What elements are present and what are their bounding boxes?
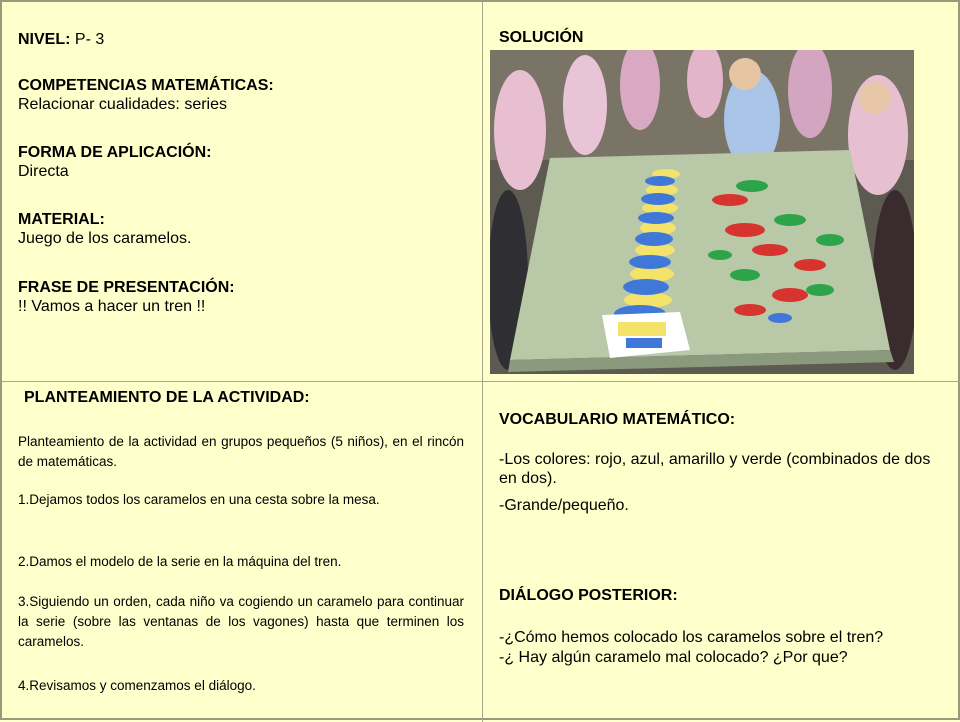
planteamiento-label: PLANTEAMIENTO DE LA ACTIVIDAD: — [24, 389, 310, 406]
activity-step-4: 4.Revisamos y comenzamos el diálogo. — [18, 678, 256, 693]
competencias-value: Relacionar cualidades: series — [18, 96, 227, 113]
frase-label: FRASE DE PRESENTACIÓN: — [18, 279, 235, 296]
nivel-value: P- 3 — [70, 31, 105, 48]
dialogo-label: DIÁLOGO POSTERIOR: — [499, 587, 678, 604]
forma-label: FORMA DE APLICACIÓN: — [18, 144, 212, 161]
material-section — [18, 210, 191, 248]
solucion-heading — [499, 28, 583, 47]
nivel-label: NIVEL: — [18, 31, 71, 48]
classroom-photo — [490, 50, 914, 374]
classroom-photo-illustration — [490, 50, 914, 374]
activity-step-2: 2.Damos el modelo de la serie en la máquina del tren. — [18, 554, 342, 569]
vocab-line-1: -Los colores: rojo, azul, amarillo y verde (combinados de dos en dos). — [499, 451, 931, 487]
solucion-label: SOLUCIÓN — [499, 29, 584, 46]
competencias-section — [18, 76, 274, 114]
forma-value: Directa — [18, 163, 69, 180]
planteamiento-heading — [24, 388, 310, 407]
nivel-row — [18, 30, 104, 49]
vocab-heading — [499, 410, 735, 429]
activity-cell — [2, 382, 483, 722]
frase-value: !! Vamos a hacer un tren !! — [18, 298, 206, 315]
material-label: MATERIAL: — [18, 211, 105, 228]
info-cell — [2, 2, 483, 382]
activity-step-1: 1.Dejamos todos los caramelos en una cesta sobre la mesa. — [18, 492, 380, 507]
vocabulary-cell — [483, 382, 960, 722]
dialogo-line-2: -¿ Hay algún caramelo mal colocado? ¿Por que? — [499, 649, 848, 666]
vocab-line-2: -Grande/pequeño. — [499, 497, 629, 514]
dialogo-line-1: -¿Cómo hemos colocado los caramelos sobre el tren? — [499, 629, 884, 646]
competencias-label: COMPETENCIAS MATEMÁTICAS: — [18, 77, 274, 94]
activity-step-3: 3.Siguiendo un orden, cada niño va cogiendo un caramelo para continuar la serie (sobre las ventanas de los vagones) hasta que terminen los caramelos. — [18, 594, 464, 649]
dialogo-heading — [499, 586, 678, 605]
material-value: Juego de los caramelos. — [18, 230, 192, 247]
vocab-label: VOCABULARIO MATEMÁTICO: — [499, 411, 736, 428]
activity-intro: Planteamiento de la actividad en grupos pequeños (5 niños), en el rincón de matemáticas. — [18, 434, 464, 469]
forma-section — [18, 143, 211, 181]
frase-section — [18, 278, 235, 316]
